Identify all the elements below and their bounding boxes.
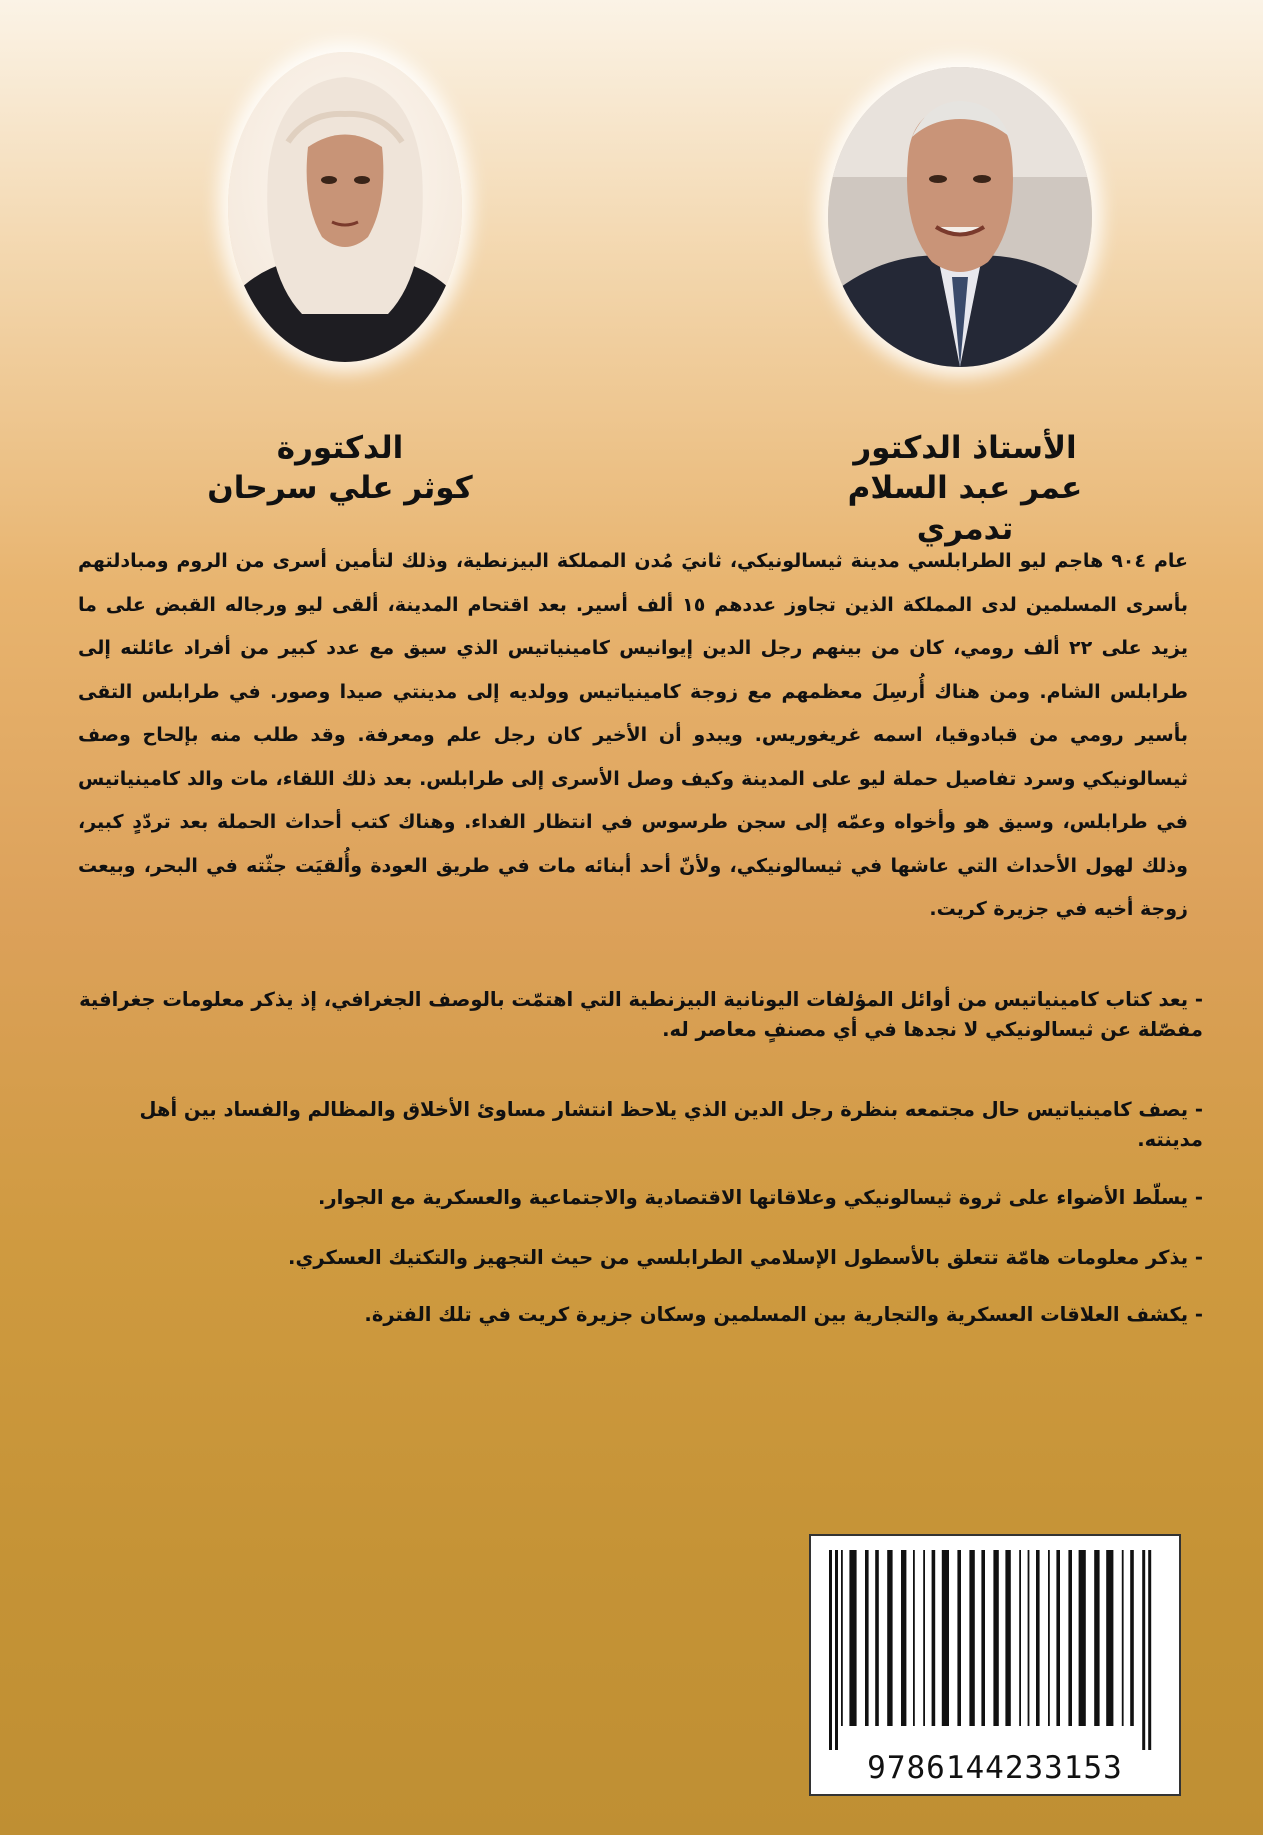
barcode-bar — [957, 1550, 961, 1726]
barcode-bar — [1079, 1550, 1086, 1726]
isbn-barcode — [809, 1534, 1181, 1796]
barcode-bar — [901, 1550, 906, 1726]
barcode-bar — [1130, 1550, 1134, 1726]
bullet-point: - يعد كتاب كامينياتيس من أوائل المؤلفات اليونانية البيزنطية التي اهتمّت بالوصف الجغرافي، إذ يذكر معلومات جغرافية مفصّلة عن ثيسالونيكي لا نجدها في أي مصنفٍ معاصر له. — [79, 988, 1203, 1041]
barcode-bar — [923, 1550, 925, 1726]
author-fullname-left: كوثر علي سرحان — [207, 470, 473, 507]
barcode-bar — [1028, 1550, 1030, 1726]
barcode-bar — [1019, 1550, 1021, 1726]
barcode-bar — [942, 1550, 949, 1726]
barcode-bar — [1142, 1550, 1145, 1750]
barcode-bar — [887, 1550, 892, 1726]
isbn-number: 9786144233153 — [867, 1750, 1123, 1786]
barcode-bar — [835, 1550, 838, 1750]
author-photo-male — [828, 67, 1092, 367]
barcode-bar — [1068, 1550, 1072, 1726]
barcode-bar — [981, 1550, 985, 1726]
barcode-bar — [969, 1550, 974, 1726]
bullet-point: - يصف كامينياتيس حال مجتمعه بنظرة رجل الدين الذي يلاحظ انتشار مساوئ الأخلاق والمظالم والفساد بين أهل مدينته. — [139, 1098, 1203, 1151]
bullet-point: - يسلّط الأضواء على ثروة ثيسالونيكي وعلاقاتها الاقتصادية والاجتماعية والعسكرية مع الجوار. — [317, 1186, 1203, 1209]
author-photo-female — [228, 52, 462, 362]
barcode-bar — [829, 1550, 832, 1750]
barcode-bar — [1048, 1550, 1050, 1726]
synopsis-paragraph: عام ٩٠٤ هاجم ليو الطرابلسي مدينة ثيسالونيكي، ثانيَ مُدن المملكة البيزنطية، وذلك لتأمين أسرى من الروم ومبادلتهم بأسرى المسلمين لدى المملكة الذين تجاوز عددهم ١٥ ألف أسير. بعد اقتحام المدينة، ألقى ليو ورجاله القبض على ما يزيد على ٢٢ ألف رومي، كان من بينهم رجل الدين إيوانيس كامينياتيس الذي سيق مع عدد كبير من أفراد عائلته إلى طرابلس الشام. ومن هناك أُرسِلَ معظمهم مع زوجة كامينياتيس وولديه إلى مدينتي صيدا وصور. في طرابلس التقى بأسير رومي من قبادوقيا، اسمه غريغوريس. ويبدو أن الأخير كان رجل علم ومعرفة. وقد طلب منه بإلحاح وصف ثيسالونيكي وسرد تفاصيل حملة ليو على المدينة وكيف وصل الأسرى إلى طرابلس. بعد ذلك اللقاء، مات والد كامينياتيس في طرابلس، وسيق هو وأخواه وعمّه إلى سجن طرسوس في انتظار الفداء. وهناك كتب أحداث الحملة بعد تردّدٍ كبير، وذلك لهول الأحداث التي عاشها في ثيسالونيكي، ولأنّ أحد أبنائه مات في طريق العودة وأُلقيَت جثّته في البحر، وبيعت زوجة أخيه في جزيرة كريت. — [78, 550, 1189, 920]
author-name-left — [175, 428, 505, 509]
barcode-bar — [875, 1550, 879, 1726]
barcode-bar — [1122, 1550, 1124, 1726]
barcode-bar — [865, 1550, 869, 1726]
author-name-right — [800, 428, 1130, 549]
barcode-bar — [1106, 1550, 1113, 1726]
barcode-bar — [932, 1550, 936, 1726]
barcode-bar — [849, 1550, 856, 1726]
bullet-point: - يذكر معلومات هامّة تتعلق بالأسطول الإسلامي الطرابلسي من حيث التجهيز والتكتيك العسكري. — [288, 1246, 1203, 1269]
barcode-bar — [993, 1550, 998, 1726]
author-title-right: الأستاذ الدكتور — [853, 430, 1077, 466]
author-fullname-right: عمر عبد السلام تدمري — [847, 470, 1083, 547]
barcode-bar — [1148, 1550, 1151, 1750]
barcode-bar — [1036, 1550, 1040, 1726]
barcode-bar — [1094, 1550, 1099, 1726]
author-title-left: الدكتورة — [276, 430, 404, 466]
barcode-bars — [825, 1550, 1167, 1750]
bullet-point: - يكشف العلاقات العسكرية والتجارية بين المسلمين وسكان جزيرة كريت في تلك الفترة. — [364, 1303, 1203, 1326]
barcode-bar — [1005, 1550, 1010, 1726]
barcode-bar — [1056, 1550, 1060, 1726]
barcode-bar — [841, 1550, 843, 1726]
barcode-bar — [913, 1550, 915, 1726]
